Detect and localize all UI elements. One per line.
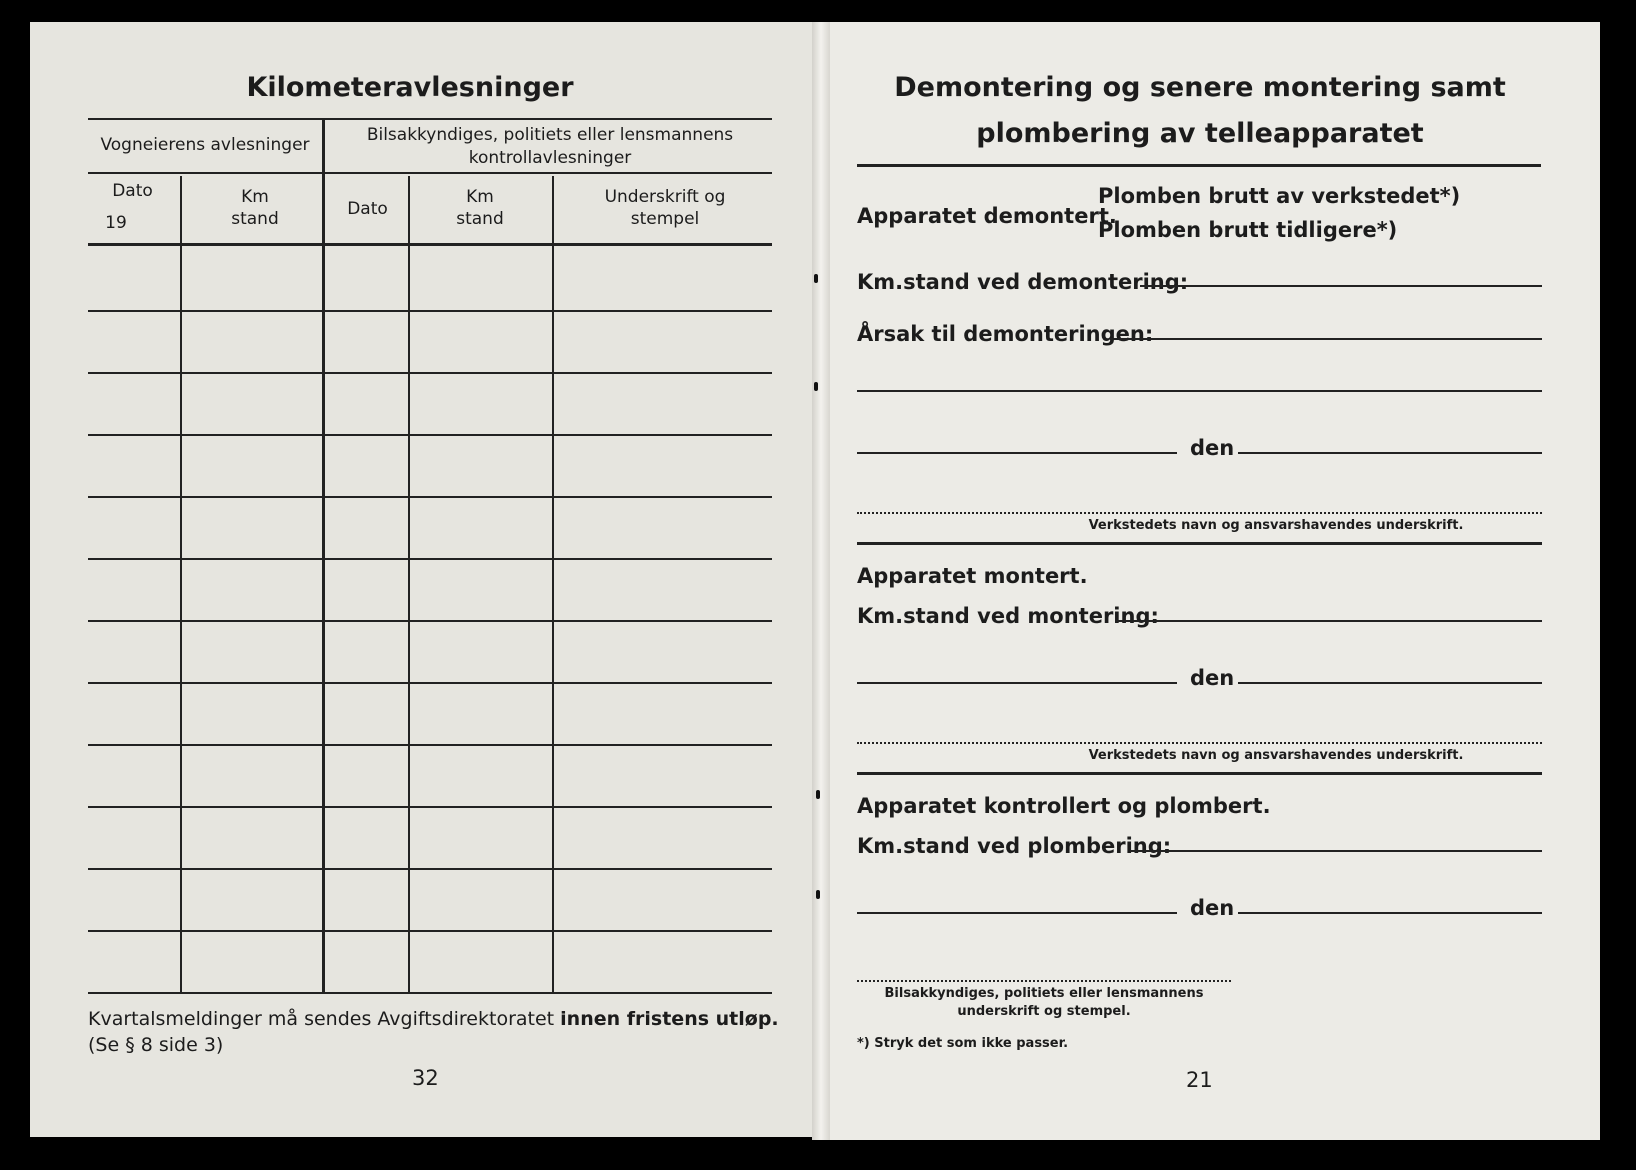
header-km: Km (241, 187, 269, 207)
table-row[interactable] (88, 992, 772, 994)
footnote: *) Stryk det som ikke passer. (857, 1036, 1069, 1051)
header-year: 19 (105, 213, 127, 233)
punch-mark (814, 382, 818, 391)
workshop-signature-line-mount[interactable] (857, 742, 1542, 744)
table-row[interactable] (88, 868, 772, 870)
den-label-mount: den (1190, 666, 1235, 690)
header-official-readings: Bilsakkyndiges, politiets eller lensmannens kontrollavlesninger (366, 125, 734, 168)
page-number-right: 21 (1186, 1068, 1213, 1092)
header-stamp: stempel (630, 209, 700, 229)
section-reference: (Se § 8 side 3) (88, 1034, 224, 1056)
apparatus-dismounted-label: Apparatet demontert. (857, 204, 1117, 228)
official-signature-caption-1: Bilsakkyndiges, politiets eller lensmannens (884, 986, 1204, 1001)
table-row[interactable] (88, 806, 772, 808)
place-field-mount[interactable] (857, 682, 1177, 684)
den-label-seal: den (1190, 896, 1235, 920)
page-title-right-line2: plombering av telleapparatet (976, 118, 1424, 149)
official-signature-line[interactable] (857, 980, 1231, 982)
header-owner-readings: Vogneierens avlesninger (100, 135, 310, 155)
km-mount-label: Km.stand ved montering: (857, 604, 1159, 628)
table-row[interactable] (88, 558, 772, 560)
page-title-left: Kilometeravlesninger (246, 72, 574, 103)
seal-broken-earlier-option[interactable]: Plomben brutt tidligere*) (1098, 218, 1398, 242)
book-spine (812, 22, 830, 1140)
table-row[interactable] (88, 310, 772, 312)
reason-dismount-field-2[interactable] (857, 390, 1542, 392)
table-row[interactable] (88, 620, 772, 622)
header-dato: Dato (112, 181, 153, 201)
table-row[interactable] (88, 744, 772, 746)
table-row[interactable] (88, 372, 772, 374)
workshop-signature-line[interactable] (857, 512, 1542, 514)
km-seal-label: Km.stand ved plombering: (857, 834, 1172, 858)
reason-dismount-label: Årsak til demonteringen: (857, 322, 1154, 346)
table-row[interactable] (88, 930, 772, 932)
header-stand-official: stand (456, 209, 504, 229)
table-row[interactable] (88, 496, 772, 498)
header-dato-official: Dato (347, 199, 388, 219)
place-field-seal[interactable] (857, 912, 1177, 914)
date-field[interactable] (1238, 452, 1542, 454)
km-mount-field[interactable] (1116, 620, 1542, 622)
apparatus-sealed-label: Apparatet kontrollert og plombert. (857, 794, 1271, 818)
workshop-signature-caption-mount: Verkstedets navn og ansvarshavendes underskrift. (1088, 748, 1464, 763)
place-field[interactable] (857, 452, 1177, 454)
page-number-left: 32 (412, 1066, 439, 1090)
table-row[interactable] (88, 434, 772, 436)
seal-broken-workshop-option[interactable]: Plomben brutt av verkstedet*) (1098, 184, 1461, 208)
quarterly-note-emphasis: innen fristens utløp. (560, 1008, 779, 1030)
header-signature: Underskrift og (604, 187, 726, 207)
date-field-seal[interactable] (1238, 912, 1542, 914)
table-row[interactable] (88, 682, 772, 684)
quarterly-note-text: Kvartalsmeldinger må sendes Avgiftsdirektoratet (88, 1008, 555, 1030)
punch-mark (816, 890, 820, 899)
page-title-right-line1: Demontering og senere montering samt (894, 72, 1506, 103)
apparatus-mounted-label: Apparatet montert. (857, 564, 1088, 588)
den-label: den (1190, 436, 1235, 460)
official-signature-caption-2: underskrift og stempel. (957, 1004, 1131, 1019)
date-field-mount[interactable] (1238, 682, 1542, 684)
km-seal-field[interactable] (1130, 850, 1542, 852)
header-stand: stand (231, 209, 279, 229)
reason-dismount-field[interactable] (1110, 338, 1542, 340)
workshop-signature-caption: Verkstedets navn og ansvarshavendes underskrift. (1088, 518, 1464, 533)
quarterly-note (88, 1008, 779, 1030)
km-dismount-label: Km.stand ved demontering: (857, 270, 1189, 294)
km-dismount-field[interactable] (1140, 285, 1542, 287)
punch-mark (816, 790, 820, 799)
punch-mark (814, 274, 818, 283)
header-km-official: Km (466, 187, 494, 207)
